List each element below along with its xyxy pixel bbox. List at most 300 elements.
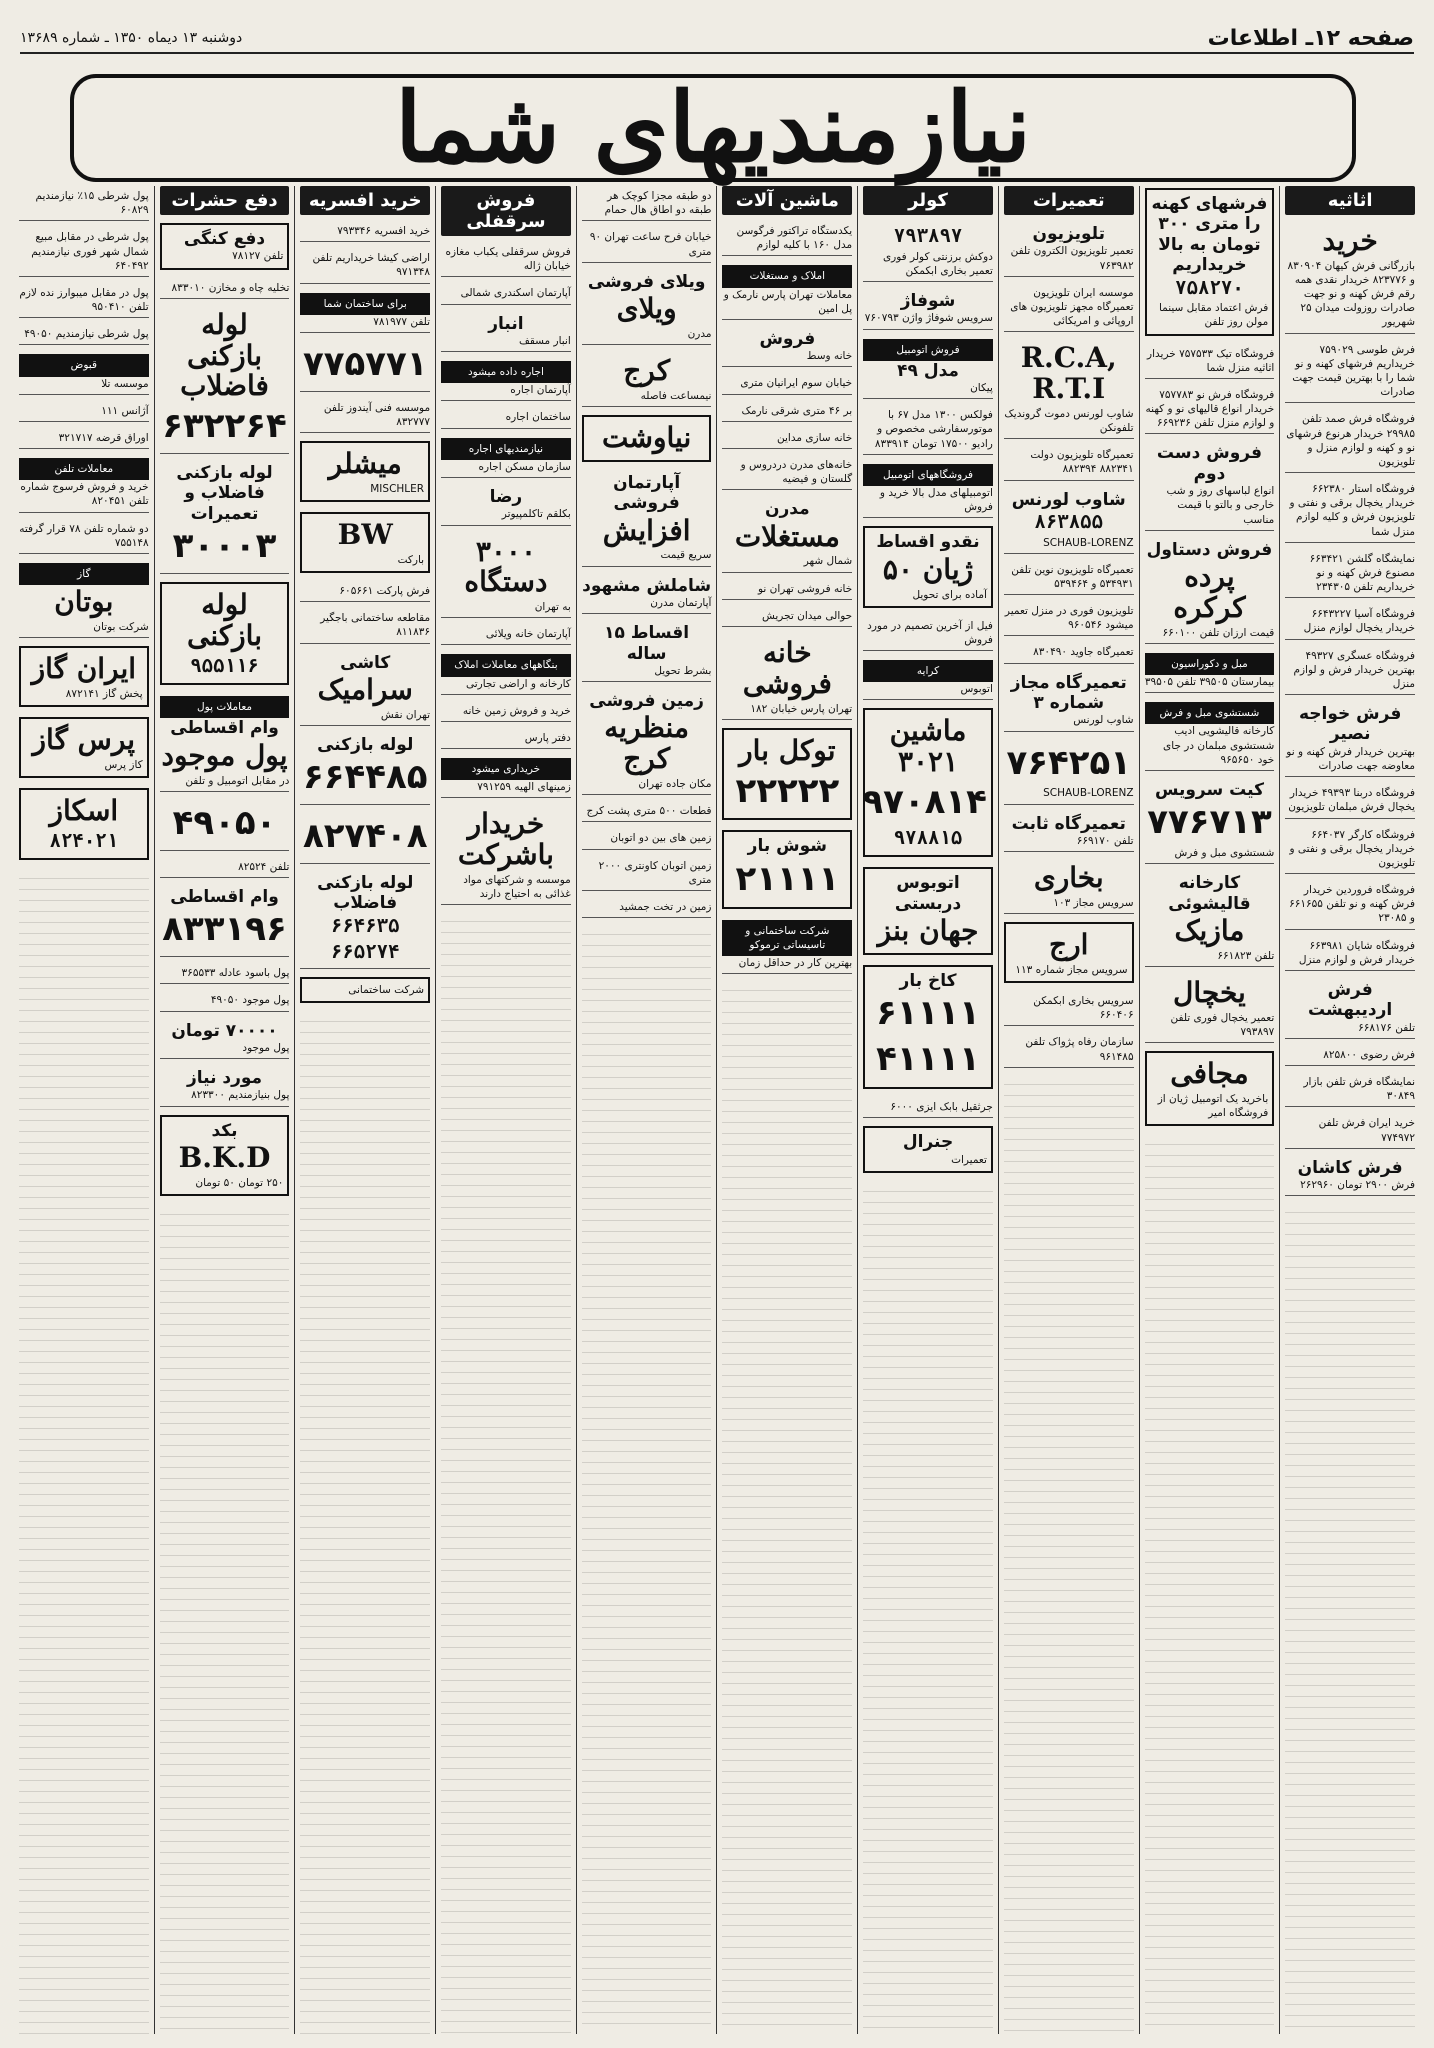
classified-ad bbox=[441, 651, 571, 694]
ad-big: پرس گاز bbox=[32, 723, 136, 757]
classified-ad bbox=[1145, 440, 1275, 530]
classified-ad bbox=[863, 1126, 993, 1173]
ad-body: خانه سازی مداین bbox=[777, 431, 853, 444]
ad-body: کارخانه قالیشویی ادیب شستشوی مبلمان در جای خود ۹۶۵۶۵۰ bbox=[1163, 725, 1275, 766]
ad-big: خریدار باشرکت bbox=[457, 807, 554, 872]
classified-ad bbox=[722, 262, 852, 320]
ad-mid: شوفاژ bbox=[900, 290, 956, 311]
classified-ad bbox=[722, 455, 852, 490]
classified-ad bbox=[582, 470, 712, 567]
ad-inv: شرکت ساختمانی و تاسیساتی ترموکو bbox=[722, 920, 852, 956]
classified-ad bbox=[1145, 699, 1275, 771]
classified-ad bbox=[160, 1018, 290, 1060]
ad-body: حوالی میدان تجریش bbox=[761, 609, 853, 622]
classified-ad bbox=[582, 688, 712, 795]
classified-ad bbox=[19, 428, 149, 449]
ad-body: تعمیر تلویزیون الکترون تلفن ۷۶۳۹۸۲ bbox=[1010, 245, 1134, 272]
ad-num: ۷۵۸۲۷۰ bbox=[1175, 276, 1244, 299]
classified-ad bbox=[1145, 777, 1275, 864]
ad-body: پخش گاز ۸۷۲۱۴۱ bbox=[65, 687, 143, 700]
ad-body: شستشوی مبل و فرش bbox=[1174, 847, 1275, 860]
classified-ad bbox=[1285, 646, 1415, 696]
classified-ad bbox=[441, 358, 571, 401]
ad-body: زمینهای الهیه ۷۹۱۲۵۹ bbox=[477, 781, 571, 794]
classified-ad bbox=[863, 708, 993, 857]
ad-big: ارج bbox=[1049, 928, 1089, 962]
ad-body: فروشگاه دربنا ۴۹۳۹۳ خریدار یخچال فرش مبلمان تلویزیون bbox=[1288, 787, 1415, 814]
ad-body: موسسه فنی آیندوز تلفن ۸۳۲۷۷۷ bbox=[323, 401, 431, 428]
ad-body: انبار مسقف bbox=[518, 334, 571, 347]
ad-body: دو طبقه مجزا کوچک هر طبقه دو اطاق هال حمام bbox=[604, 190, 712, 217]
column-fill bbox=[1145, 1134, 1275, 2034]
ad-inv: اجاره داده میشود bbox=[441, 361, 571, 383]
ad-body: جرثقیل بابک ایزی ۶۰۰۰ bbox=[890, 1101, 993, 1114]
ad-body: تلفن ۷۸۱۲۷ bbox=[232, 250, 284, 263]
ad-big: ایران گاز bbox=[31, 652, 137, 686]
ad-inv: شستشوی مبل و فرش bbox=[1145, 702, 1275, 724]
classified-ad bbox=[19, 646, 149, 707]
ad-big: ۳۰۰۰ دستگاه bbox=[464, 534, 548, 599]
column-header: اثاثیه bbox=[1285, 186, 1415, 215]
column-header: فروش سرقفلی bbox=[441, 186, 571, 236]
ad-body: آپارتمان اجاره bbox=[510, 384, 571, 397]
classified-ad bbox=[19, 455, 149, 513]
ad-num: ۹۷۸۸۱۵ bbox=[893, 826, 963, 849]
ad-body: شاوب لورنس دموت گروندیک تلفونکن bbox=[1004, 407, 1134, 435]
classified-ad bbox=[722, 428, 852, 449]
ad-mid: فرش کاشان bbox=[1297, 1157, 1403, 1178]
classified-ad bbox=[19, 788, 149, 860]
ad-big: اسکاز bbox=[49, 794, 119, 827]
classified-ad bbox=[300, 650, 430, 726]
ad-body: خرید افسریه ۷۹۳۳۴۶ bbox=[337, 225, 431, 237]
column-header: دفع حشرات bbox=[160, 186, 290, 215]
ad-inv: برای ساختمان شما bbox=[300, 293, 430, 315]
ad-body: پول موجود bbox=[242, 1041, 290, 1054]
ad-body: بر ۴۶ متری شرقی نارمک bbox=[741, 404, 853, 417]
classified-ad bbox=[300, 441, 430, 502]
ad-body: معاملات تهران پارس نارمک و پل امین bbox=[723, 288, 853, 315]
ad-body: خیابان سوم ایرانیان متری bbox=[740, 377, 853, 390]
ad-num: ۷۹۳۸۹۷ bbox=[893, 225, 963, 247]
classified-ad bbox=[1004, 560, 1134, 595]
classified-ad bbox=[160, 963, 290, 984]
ad-body: پول موجود ۴۹۰۵۰ bbox=[210, 994, 290, 1007]
ad-body: فروشگاه فروردین خریدار فرش کهنه و نو تلفن ۶۶۱۶۵۵ و ۲۳۰۸۵ bbox=[1289, 884, 1415, 925]
ad-big: مستغلات bbox=[734, 519, 840, 553]
classified-ad bbox=[1285, 1045, 1415, 1066]
classified-ad bbox=[19, 519, 149, 554]
column bbox=[1139, 186, 1280, 2034]
ad-body: فروشگاه استار ۶۶۲۳۸۰ خریدار یخچال برقی و نفتی و تلویزیون فرش و کلیه لوازم منزل شما bbox=[1289, 483, 1415, 538]
classified-ad bbox=[1145, 344, 1275, 379]
ad-hugenum: ۶۱۱۱۱ ۴۱۱۱۱ bbox=[876, 993, 980, 1080]
classified-ad bbox=[1004, 338, 1134, 439]
ad-inv: کرایه bbox=[863, 660, 993, 682]
ad-body: دفتر پارس bbox=[524, 731, 571, 744]
ad-inv: بنگاههای معاملات املاک bbox=[441, 654, 571, 676]
classified-ad bbox=[722, 606, 852, 627]
column bbox=[14, 186, 154, 2034]
ad-big: بوتان bbox=[54, 585, 114, 619]
ad-big: لوله بازکنی bbox=[187, 588, 262, 652]
classified-ad bbox=[1004, 1032, 1134, 1067]
classified-ad bbox=[1285, 1113, 1415, 1148]
classified-ad bbox=[1285, 1072, 1415, 1107]
classified-ad bbox=[160, 223, 290, 270]
ad-body: کارخانه و اراضی تجارتی bbox=[465, 677, 571, 690]
column-fill bbox=[160, 1204, 290, 2034]
ad-body: مکان جاده تهران bbox=[638, 778, 712, 791]
classified-ad bbox=[582, 351, 712, 407]
ad-body: فولکس ۱۳۰۰ مدل ۶۷ با موتورسفارشی مخصوص و رادیو ۱۷۵۰۰ تومان ۸۳۳۹۱۴ bbox=[874, 409, 993, 450]
ad-hugenum: ۷۷۶۷۱۳ bbox=[1147, 802, 1272, 843]
classified-ad bbox=[582, 186, 712, 221]
ad-mid: تلویزیون bbox=[1032, 224, 1105, 244]
ad-hugenum: ۷۶۴۲۵۱ bbox=[1006, 742, 1131, 783]
classified-ad bbox=[160, 693, 290, 792]
classified-ad bbox=[582, 269, 712, 345]
classified-ad bbox=[19, 717, 149, 778]
classified-ad bbox=[441, 283, 571, 304]
ad-body: سازمان مسکن اجاره bbox=[478, 460, 571, 473]
classified-ad bbox=[160, 1065, 290, 1107]
classified-ad bbox=[300, 732, 430, 805]
classified-ad bbox=[441, 804, 571, 905]
ad-big: میشلر bbox=[328, 447, 402, 481]
classified-ad bbox=[300, 581, 430, 602]
ad-inv: فروشگاههای اتومبیل bbox=[863, 464, 993, 486]
ad-body: SCHAUB-LORENZ bbox=[1043, 787, 1134, 800]
ad-hugenum: ۸۳۳۱۹۶ bbox=[162, 909, 287, 950]
classified-ad bbox=[863, 616, 993, 651]
ad-mid: وام اقساطی bbox=[170, 886, 279, 907]
ad-body: فروشگاه تیک ۷۵۷۵۳۳ خریدار اثاثیه منزل شما bbox=[1147, 347, 1275, 374]
ad-body: تلفن ۶۶۱۸۲۳ bbox=[1217, 949, 1275, 962]
ad-body: بارکت bbox=[397, 553, 425, 566]
classified-ad bbox=[722, 401, 852, 422]
classified-ad bbox=[441, 484, 571, 526]
ad-body: پول بنیازمندیم ۸۲۳۳۰۰ bbox=[191, 1089, 290, 1102]
ad-mid: وام اقساطی bbox=[170, 718, 279, 739]
ad-body: سریع قیمت bbox=[660, 549, 712, 562]
ad-body: MISCHLER bbox=[370, 482, 425, 495]
ad-body: تلفن ۶۶۸۱۷۶ bbox=[1358, 1021, 1415, 1034]
ad-big: یخچال bbox=[1173, 976, 1246, 1010]
ad-body: فرش پارکت ۶۰۵۶۶۱ bbox=[339, 585, 431, 598]
ad-hugenum: ۸۲۷۴۰۸ bbox=[302, 816, 428, 857]
ad-body: شاوب لورنس bbox=[1073, 714, 1134, 727]
ad-body: پول شرطی در مقابل مبیع شمال شهر فوری نیازمندیم ۶۴۰۴۹۲ bbox=[31, 231, 149, 272]
column-fill bbox=[300, 1011, 430, 2034]
classified-ad bbox=[722, 830, 852, 908]
ad-body: دو شماره تلفن ۷۸ قرار گرفته ۷۵۵۱۴۸ bbox=[19, 522, 149, 549]
classified-ad bbox=[1145, 188, 1275, 336]
ad-mid: دفع کنگی bbox=[183, 229, 266, 249]
classified-ad bbox=[441, 311, 571, 353]
classified-ad bbox=[19, 324, 149, 345]
ad-mid: رضا bbox=[489, 486, 523, 507]
classified-ad bbox=[160, 857, 290, 878]
ad-big: لوله بازکنی فاضلاب bbox=[180, 307, 269, 403]
classified-ad bbox=[160, 305, 290, 454]
ad-inv: معاملات تلفن bbox=[19, 458, 149, 480]
classified-ad bbox=[1285, 1155, 1415, 1197]
ad-mid: کاشی bbox=[340, 652, 391, 673]
ad-mid: فرش خواجه نصیر bbox=[1298, 704, 1402, 745]
ad-mid: شاملش مشهود bbox=[582, 575, 712, 596]
ad-inv: معاملات پول bbox=[160, 696, 290, 718]
classified-ad bbox=[863, 461, 993, 519]
ad-body: فروشگاه آسیا ۶۶۴۳۲۲۷ خریدار یخچال لوازم منزل bbox=[1303, 608, 1415, 635]
ad-big: پول موجود bbox=[161, 738, 288, 772]
classified-ad bbox=[582, 227, 712, 262]
ad-body: شرکت ساختمانی bbox=[348, 984, 425, 997]
classified-ad bbox=[1145, 870, 1275, 967]
classified-ad bbox=[441, 407, 571, 428]
ad-big: خانه فروشی bbox=[742, 635, 832, 700]
classified-ad bbox=[19, 351, 149, 394]
classified-ad bbox=[1145, 385, 1275, 435]
ad-big: نیاوشت bbox=[602, 421, 692, 455]
classified-ad bbox=[300, 811, 430, 864]
classified-ad bbox=[1004, 601, 1134, 636]
classified-ad bbox=[722, 373, 852, 394]
ad-mid: زمین فروشی bbox=[589, 691, 704, 712]
classified-ad bbox=[160, 1115, 290, 1196]
ad-big: مجافی bbox=[1170, 1057, 1249, 1091]
ad-mid: لوله بازکنی bbox=[317, 734, 414, 755]
classified-ad bbox=[1285, 604, 1415, 639]
column bbox=[1279, 186, 1420, 2034]
classified-ad bbox=[19, 227, 149, 277]
ad-body: قیمت ارزان تلفن ۶۶۰۱۰۰ bbox=[1162, 626, 1275, 639]
ad-big: توکل بار bbox=[739, 733, 836, 767]
ad-body: فیل از آخرین تصمیم در مورد فروش bbox=[867, 619, 993, 646]
ad-body: نمایشگاه گلشن ۶۶۳۴۲۱ مصنوع فرش کهنه و نو خریداریم تلفن ۲۳۴۳۰۵ bbox=[1309, 552, 1415, 594]
ad-hugenum: ۴۹۰۵۰ bbox=[172, 802, 277, 843]
classified-ad bbox=[441, 435, 571, 478]
classified-ad bbox=[722, 728, 852, 821]
ad-body: تلفن ۸۲۵۲۴ bbox=[238, 860, 290, 873]
ad-body: آپارتمان اسکندری شمالی bbox=[460, 287, 571, 300]
column bbox=[576, 186, 717, 2034]
ad-hugenum: ۷۷۵۷۷۱ bbox=[302, 343, 428, 384]
ad-big: پرده کرکره bbox=[1173, 560, 1246, 624]
classified-ad bbox=[863, 221, 993, 282]
ad-body: خانه فروشی تهران نو bbox=[757, 582, 853, 595]
ad-body: تعمیرات bbox=[951, 1153, 987, 1166]
classified-ad bbox=[722, 221, 852, 256]
column bbox=[154, 186, 295, 2034]
classified-ad bbox=[863, 867, 993, 955]
classified-ad bbox=[1285, 783, 1415, 818]
ad-inv: قبوض bbox=[19, 354, 149, 376]
ad-body: نمایشگاه فرش تلفن بازار ۳۰۸۴۹ bbox=[1303, 1076, 1415, 1103]
ad-big: خرید bbox=[1322, 224, 1378, 257]
ad-body: بکلقم تاکلمپیوتر bbox=[501, 508, 571, 521]
ad-mid: تعمیرگاه ثابت bbox=[1011, 813, 1126, 834]
ad-body: خرید و فروش زمین خانه bbox=[462, 704, 571, 717]
ad-body: اراضی کیشا خریداریم تلفن ۹۷۱۳۴۸ bbox=[312, 252, 431, 279]
column bbox=[998, 186, 1139, 2034]
ad-body: شرکت بوتان bbox=[93, 620, 149, 633]
column-fill bbox=[863, 1181, 993, 2034]
ad-body: تهران پارس خیابان ۱۸۲ bbox=[750, 702, 853, 715]
classified-ad bbox=[722, 633, 852, 720]
ad-mid: نقدو اقساط bbox=[876, 532, 980, 553]
ad-mid: کاخ بار bbox=[899, 971, 957, 992]
ad-body: فروشگاه فرش صمد تلفن ۲۹۹۸۵ خریدار هرنوع فرشهای نو و کهنه و لوازم منزل و تلویزیون bbox=[1286, 413, 1415, 468]
classified-ad bbox=[1285, 221, 1415, 334]
ad-body: مقاطعه ساختمانی باجگیر ۸۱۱۸۳۶ bbox=[320, 612, 431, 639]
classified-ad bbox=[19, 401, 149, 422]
ad-body: فروشگاه عسگری ۴۹۳۲۷ بهترین خریدار فرش و لوازم منزل bbox=[1293, 649, 1415, 690]
ad-big: منظریه کرج bbox=[604, 711, 689, 776]
classified-ad bbox=[300, 870, 430, 969]
ad-body: خیابان فرح ساعت تهران ۹۰ متری bbox=[589, 231, 712, 258]
classified-ad bbox=[1004, 221, 1134, 277]
classified-ad bbox=[19, 560, 149, 638]
ad-body: ساختمان اجاره bbox=[505, 411, 571, 424]
ad-mid: مدل ۴۹ bbox=[897, 360, 959, 381]
classified-ad bbox=[582, 620, 712, 682]
classified-ad bbox=[1004, 991, 1134, 1026]
classified-ad bbox=[1285, 479, 1415, 543]
classified-ad bbox=[441, 701, 571, 722]
ad-body: فروشگاه کارگر ۶۶۴۰۳۷ خریدار یخچال برقی و نفتی و تلویزیون bbox=[1289, 828, 1415, 869]
ad-mid: مورد نیاز bbox=[186, 1068, 263, 1089]
ad-body: پول در مقابل میبوارز نده لازم تلفن ۹۵۰۴۱۰ bbox=[19, 286, 149, 314]
column-header: تعمیرات bbox=[1004, 186, 1134, 215]
ad-num: ۶۶۴۶۳۵ ۶۶۵۲۷۴ bbox=[330, 914, 400, 963]
classified-ad bbox=[722, 326, 852, 368]
classified-ad bbox=[1145, 537, 1275, 644]
date-issue: دوشنبه ۱۳ دیماه ۱۳۵۰ ـ شماره ۱۳۶۸۹ bbox=[20, 30, 243, 46]
classified-ad bbox=[722, 579, 852, 600]
ad-body: کاز پرس bbox=[104, 758, 143, 771]
ad-hugenum: ۶۳۲۲۶۴ bbox=[162, 406, 287, 447]
ad-body: به تهران bbox=[534, 601, 571, 614]
ad-mid: فرش اردیبهشت bbox=[1308, 979, 1393, 1021]
classified-ad bbox=[300, 398, 430, 433]
ad-body: خانه‌های مدرن دردروس و گلستان و فیضیه bbox=[740, 458, 853, 486]
classified-ad bbox=[300, 248, 430, 283]
ad-mid: لوله بازکنی فاضلاب و تعمیرات bbox=[176, 463, 273, 524]
ad-body: در مقابل اتومبیل و تلفن bbox=[185, 774, 290, 787]
ad-body: تلفن ۶۶۹۱۷۰ bbox=[1076, 835, 1134, 847]
ad-inv: گاز bbox=[19, 563, 149, 585]
ad-body: پیکان bbox=[970, 382, 993, 395]
ad-hugenum: ۳۰۰۰۳ bbox=[172, 526, 277, 567]
ad-body: موسسه ایران تلویزیون تعمیرگاه مجهز تلویزیون های اروپائی و امریکائی bbox=[1010, 286, 1134, 328]
classified-ad bbox=[863, 526, 993, 607]
classified-ad bbox=[19, 283, 149, 318]
ad-mid: تعمیرگاه مجاز شماره ۳ bbox=[1010, 672, 1127, 713]
classified-ad bbox=[300, 290, 430, 333]
ad-body: فروش سرقفلی یکباب مغازه خیابان ژاله bbox=[445, 246, 571, 273]
classifieds-grid bbox=[14, 186, 1420, 2034]
ad-inv: مبل و دکوراسیون bbox=[1145, 653, 1275, 675]
ad-mid: کیت سرویس bbox=[1154, 779, 1264, 800]
ad-hugenum: ۹۷۰۸۱۴ bbox=[862, 781, 987, 822]
ad-body: زمین اتوبان کاونتری ۲۰۰۰ متری bbox=[598, 859, 712, 886]
classified-ad bbox=[1004, 487, 1134, 554]
ad-hugenum: ۶۶۴۴۸۵ bbox=[302, 757, 428, 798]
classified-ad bbox=[582, 856, 712, 891]
classified-ad bbox=[582, 573, 712, 615]
ad-body: سازمان رفاه پژواک تلفن ۹۶۱۴۸۵ bbox=[1025, 1036, 1134, 1063]
ad-body: آپارتمان خانه ویلائی bbox=[485, 628, 571, 641]
classified-ad bbox=[441, 624, 571, 645]
page-header bbox=[20, 24, 1414, 54]
ad-body: پول شرطی ۱۵٪ نیازمندیم ۶۰۸۲۹ bbox=[35, 190, 149, 217]
ad-body: فروشگاه فرش نو ۷۵۷۷۸۳ خریدار انواع قالیهای نو و کهنه و لوازم منزل تلفن ۶۶۹۲۳۶ bbox=[1145, 388, 1275, 430]
classified-ad bbox=[1004, 858, 1134, 914]
classified-ad bbox=[582, 828, 712, 849]
ad-body: سرویس مجاز ۱۰۳ bbox=[1053, 896, 1134, 909]
ad-big: مازیک bbox=[1174, 914, 1245, 948]
column-header: کولر bbox=[863, 186, 993, 215]
classified-ad bbox=[1004, 283, 1134, 333]
ad-body: آماده برای تحویل bbox=[912, 588, 987, 601]
classified-ad bbox=[1145, 1051, 1275, 1126]
ad-body: بازرگانی فرش کیهان ۸۳۰۹۰۴ و ۸۲۳۷۷۶ خریدار نقدی همه رقم فرش کهنه و نو جهت صادرات روزولت میدان ۲۵ شهریور bbox=[1287, 259, 1415, 329]
ad-mid: لوله بازکنی فاضلاب bbox=[317, 873, 414, 914]
classified-ad bbox=[1285, 701, 1415, 777]
ad-body: تعمیرگاه جاوید ۸۳۰۴۹۰ bbox=[1033, 646, 1134, 659]
classified-ad bbox=[1004, 445, 1134, 480]
ad-body: اوراق قرضه ۳۲۱۷۱۷ bbox=[58, 431, 149, 444]
classified-ad bbox=[300, 221, 430, 242]
ad-body: پول باسود عادله ۳۶۵۵۳۳ bbox=[181, 967, 290, 980]
ad-body: بیمارستان ۳۹۵۰۵ تلفن ۳۹۵۰۵ bbox=[1144, 676, 1275, 689]
ad-body: اتومبیلهای مدل بالا خرید و فروش bbox=[879, 486, 993, 514]
ad-body: فرش اعتماد مقابل سینما مولن روز تلفن bbox=[1158, 302, 1269, 329]
classified-ad bbox=[1145, 973, 1275, 1043]
ad-mid: شوش بار bbox=[747, 836, 827, 857]
classified-ad bbox=[300, 608, 430, 643]
classified-ad bbox=[863, 1097, 993, 1118]
classified-ad bbox=[1285, 936, 1415, 971]
classified-ad bbox=[1004, 811, 1134, 853]
column-fill bbox=[582, 924, 712, 2034]
ad-body: SCHAUB-LORENZ bbox=[1043, 536, 1134, 549]
column-fill bbox=[1004, 1074, 1134, 2034]
ad-body: نیمساعت فاصله bbox=[640, 389, 712, 402]
ad-body: خرید و فروش فرسوج شماره تلفن ۸۲۰۴۵۱ bbox=[20, 481, 149, 508]
classified-ad bbox=[1285, 340, 1415, 404]
ad-body: تعمیرگاه تلویزیون نوین تلفن ۵۳۴۹۳۱ و ۵۳۹۴۶۴ bbox=[1011, 563, 1134, 590]
classified-ad bbox=[863, 405, 993, 455]
ad-inv: املاک و مستغلات bbox=[722, 265, 852, 287]
ad-body: دوکش برزنتی کولر فوری تعمیر بخاری ابکمکن bbox=[882, 250, 993, 277]
ad-body: پول شرطی نیازمندیم ۴۹۰۵۰ bbox=[24, 328, 149, 341]
ad-mid: فروش دست دوم bbox=[1156, 443, 1262, 484]
ad-mid: فروش bbox=[759, 328, 816, 349]
ad-num: ۹۵۵۱۱۶ bbox=[190, 654, 259, 677]
classified-ad bbox=[1004, 642, 1134, 663]
ad-inv: فروش اتومبیل bbox=[863, 339, 993, 361]
ad-body: تخلیه چاه و مخازن ۸۳۳۰۱۰ bbox=[171, 281, 290, 294]
ad-big: ویلای bbox=[616, 292, 677, 326]
ad-big: ماشین ۳۰۲۱ bbox=[889, 714, 967, 779]
classified-ad bbox=[863, 288, 993, 330]
classified-ad bbox=[1285, 977, 1415, 1039]
ad-big: B.K.D bbox=[178, 1141, 271, 1175]
ad-body: تلویزیون فوری در منزل تعمیر میشود ۹۶۰۵۴۶ bbox=[1004, 605, 1134, 632]
column-header: خرید افسریه bbox=[300, 186, 430, 215]
